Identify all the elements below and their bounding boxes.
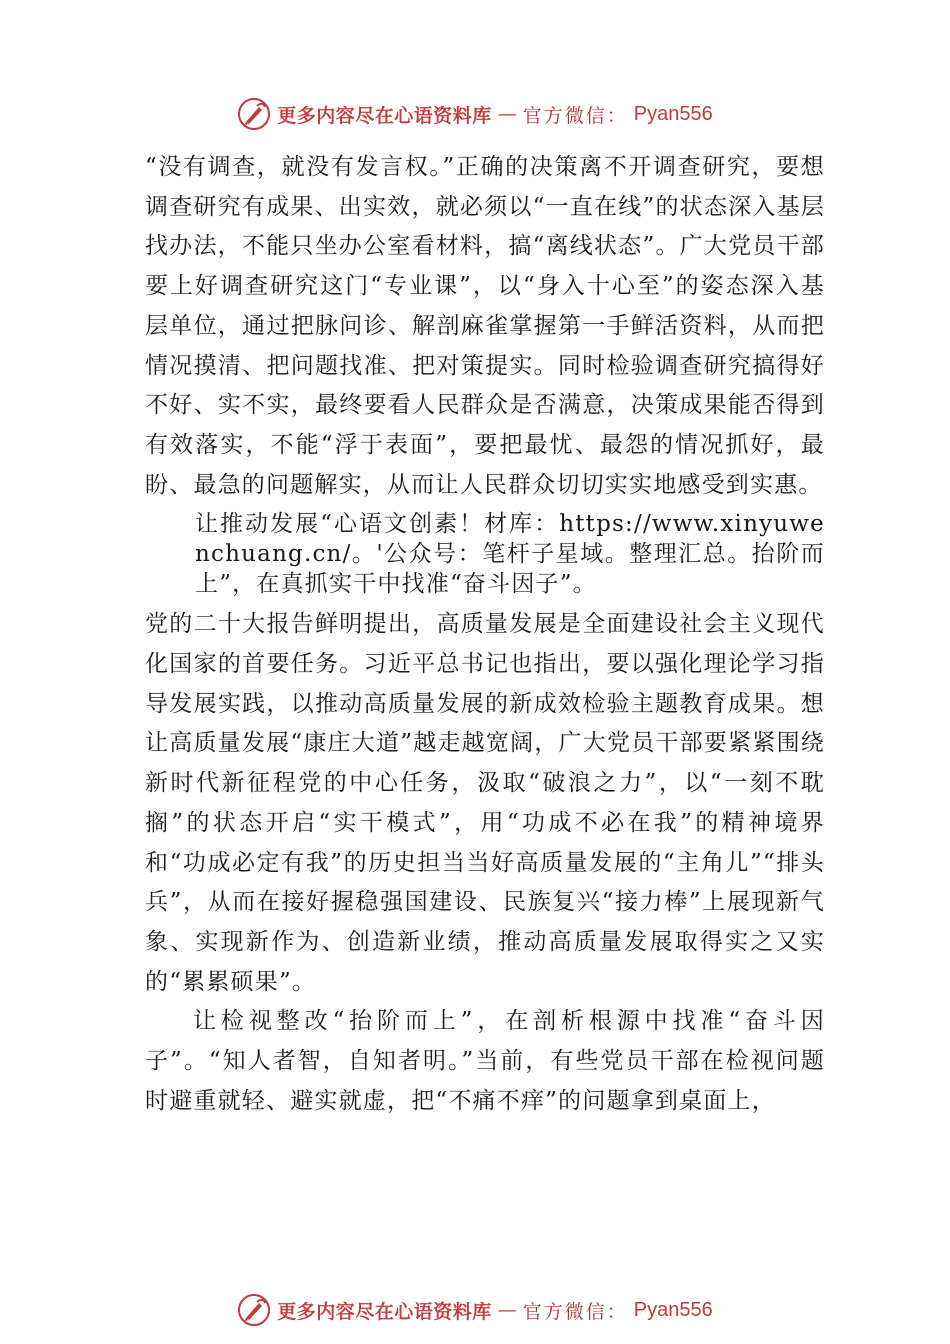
pen-logo-icon <box>237 97 271 131</box>
paragraph-3: 党的二十大报告鲜明提出，高质量发展是全面建设社会主义现代化国家的首要任务。习近平总书记也指出，要以强化理论学习指导发展实践，以推动高质量发展的新成效检验主题教育成果。想让高质量发展“康庄大道”越走越宽阔，广大党员干部要紧紧围绕新时代新征程党的中心任务，汲取“破浪之力”，以“一刻不耽搁”的状态开启“实干模式”，用“功成不必在我”的精神境界和“功成必定有我”的历史担当当好高质量发展的“主角儿”“排头兵”，从而在接好握稳强国建设、民族复兴“接力棒”上展现新气象、实现新作为、创造新业绩，推动高质量发展取得实之又实的“累累硕果”。 <box>145 611 825 995</box>
banner-wechat-id: Pyan556 <box>633 102 713 125</box>
document-body <box>145 148 825 1121</box>
banner-text: 更多内容尽在心语资料库 <box>277 104 492 127</box>
banner-wechat-id: Pyan556 <box>633 1298 713 1321</box>
paragraph-4: 让检视整改“抬阶而上”，在剖析根源中找准“奋斗因子”。“知人者智，自知者明。”当前，有些党员干部在检视问题时避重就轻、避实就虚，把“不痛不痒”的问题拿到桌面上， <box>145 1008 825 1114</box>
banner-text: 更多内容尽在心语资料库 <box>277 1300 492 1323</box>
banner-wechat-label: 官方微信： <box>522 1300 628 1323</box>
banner-dash: — <box>497 103 517 125</box>
footer-banner <box>0 1288 950 1332</box>
paragraph-1: “没有调查，就没有发言权。”正确的决策离不开调查研究，要想调查研究有成果、出实效，就必须以“一直在线”的状态深入基层找办法，不能只坐办公室看材料，搞“离线状态”。广大党员干部要上好调查研究这门“专业课”，以“身入十心至”的姿态深入基层单位，通过把脉问诊、解剖麻雀掌握第一手鲜活资料，从而把情况摸清、把问题找准、把对策提实。同时检验调查研究搞得好不好、实不实，最终要看人民群众是否满意，决策成果能否得到有效落实，不能“浮于表面”，要把最忧、最怨的情况抓好，最盼、最急的问题解实，从而让人民群众切切实实地感受到实惠。 <box>145 154 825 498</box>
paragraph-2: 让推动发展“心语文创素！材库：https://www.xinyuwenchuang.cn/。'公众号：笔杆子星域。整理汇总。抬阶而上”，在真抓实干中找准“奋斗因子”。 <box>195 511 825 598</box>
header-banner <box>0 92 950 136</box>
banner-dash: — <box>497 1299 517 1321</box>
banner-wechat-label: 官方微信： <box>522 104 628 127</box>
pen-logo-icon <box>237 1293 271 1327</box>
